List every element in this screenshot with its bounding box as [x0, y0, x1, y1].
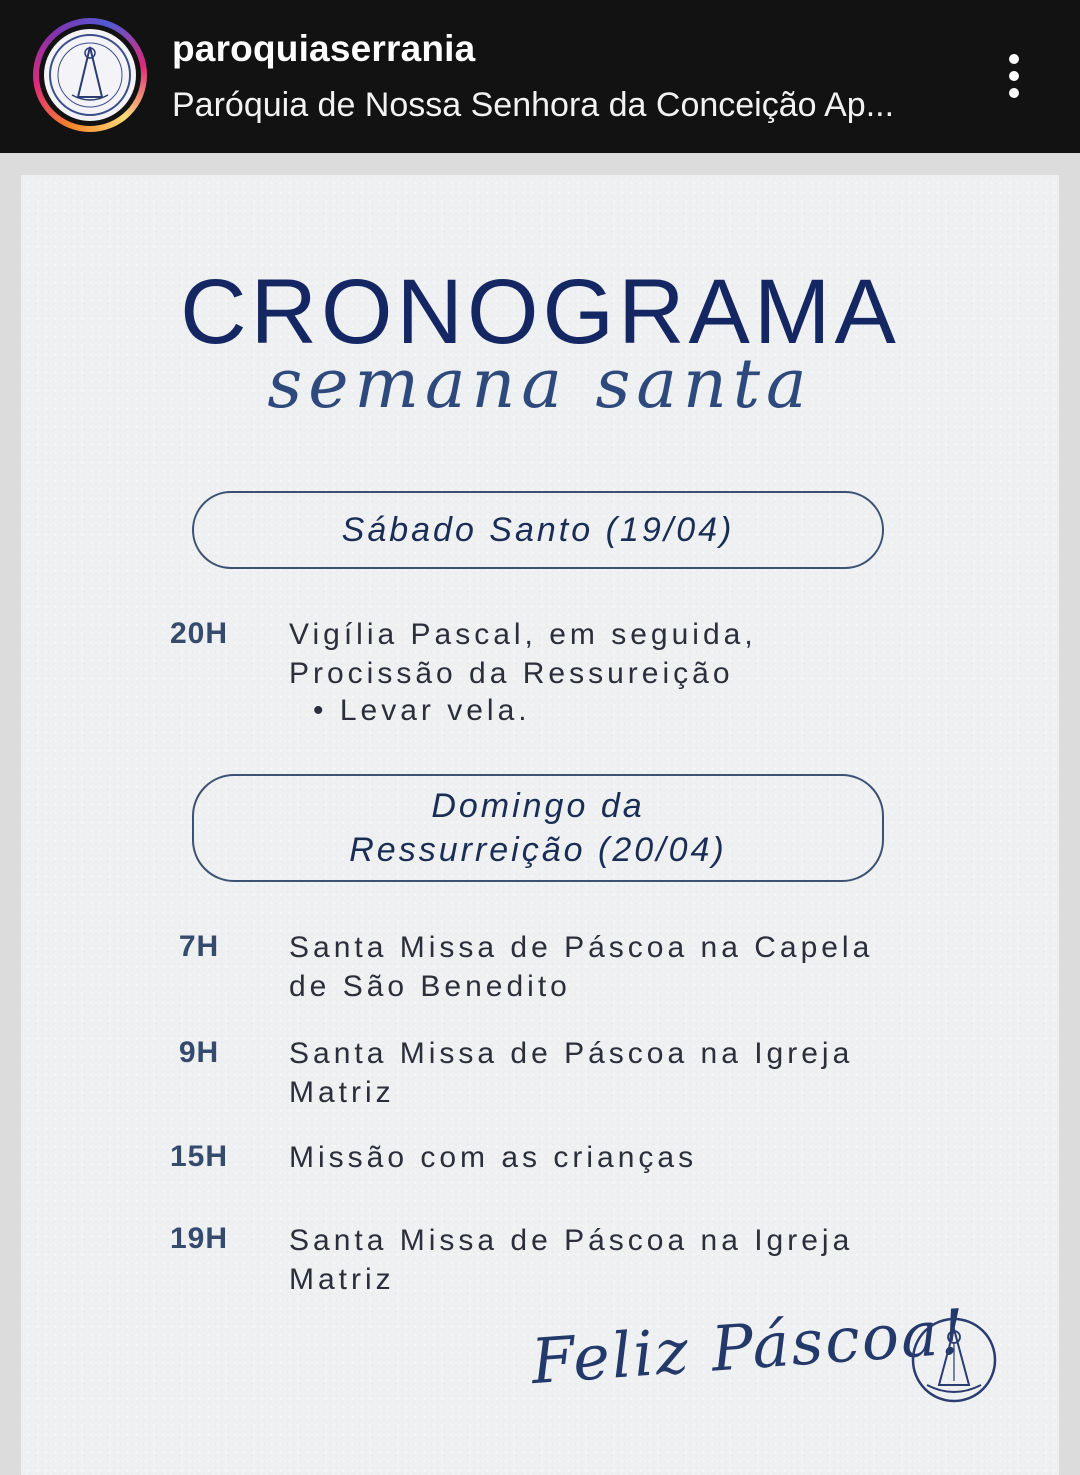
event-time: 7H: [178, 930, 220, 963]
event-description: Santa Missa de Páscoa na Igreja Matriz: [289, 1037, 854, 1109]
parish-logo-icon: [909, 1315, 999, 1405]
account-subtitle: Paróquia de Nossa Senhora da Conceição Ap...: [172, 86, 895, 124]
event-description: Santa Missa de Páscoa na Capela de São Benedito: [289, 931, 874, 1003]
event-description: Vigília Pascal, em seguida, Procissão da Ressureição: [289, 618, 757, 690]
post-title: CRONOGRAMA: [180, 261, 900, 363]
event-time: 15H: [169, 1140, 229, 1173]
event-time: 19H: [169, 1222, 229, 1255]
event-time: 9H: [178, 1036, 220, 1069]
parish-logo-icon: [44, 29, 136, 121]
greeting-text: Feliz Páscoa!: [528, 1294, 970, 1399]
event-description: Missão com as crianças: [289, 1141, 698, 1174]
section-heading-label: Domingo da Ressurreição (20/04): [349, 787, 727, 869]
post-header: [0, 0, 1080, 153]
profile-avatar[interactable]: [33, 18, 147, 132]
event-description: Santa Missa de Páscoa na Igreja Matriz: [289, 1224, 854, 1296]
section-heading-sunday: [192, 774, 884, 882]
more-options-icon[interactable]: [994, 48, 1034, 104]
post-subtitle: semana santa: [267, 345, 813, 424]
section-heading-saturday: [192, 491, 884, 569]
post-image: [21, 175, 1059, 1475]
section-heading-label: Sábado Santo (19/04): [341, 510, 735, 549]
event-note: • Levar vela.: [313, 694, 531, 727]
account-username[interactable]: paroquiaserrania: [172, 28, 476, 69]
event-time: 20H: [169, 617, 229, 650]
